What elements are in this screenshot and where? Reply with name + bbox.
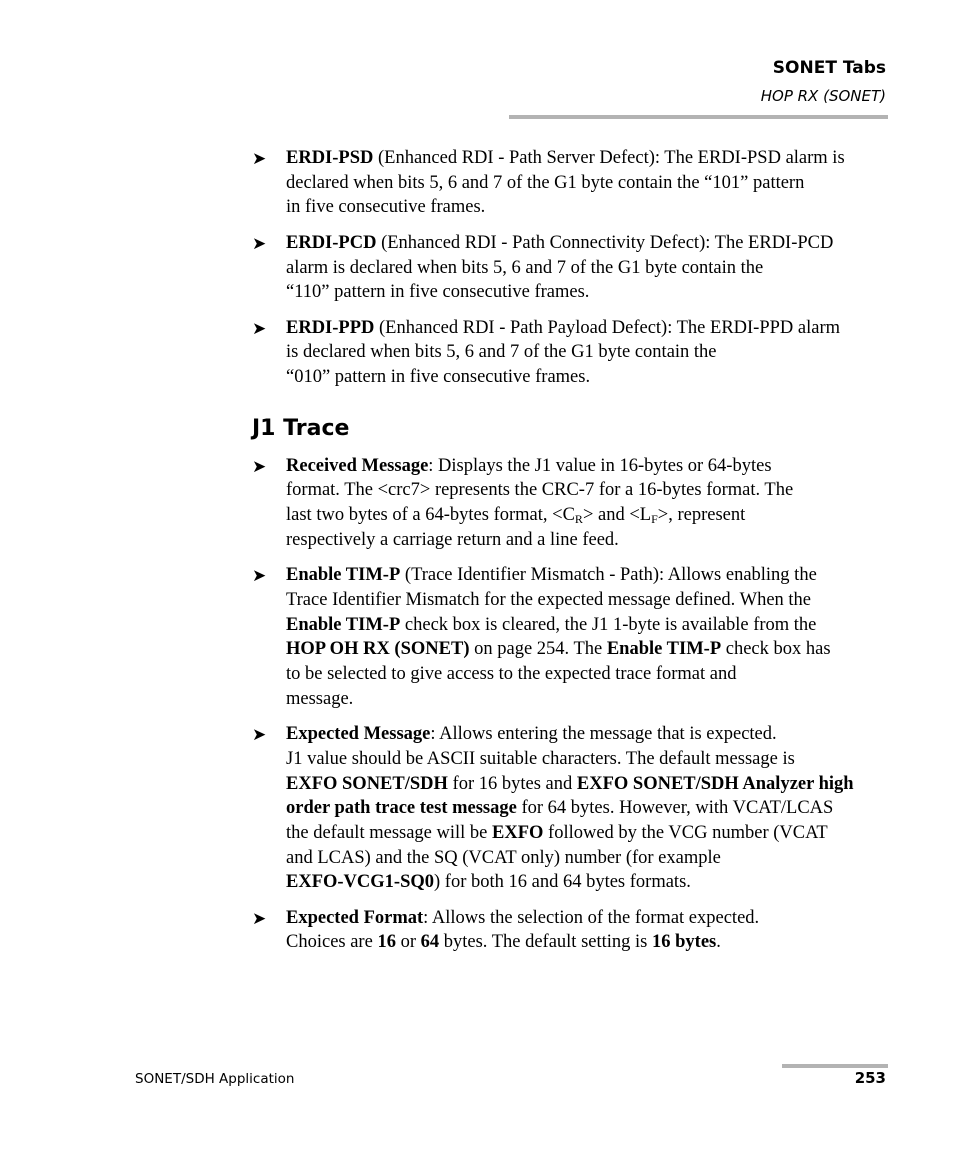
term: ERDI-PPD bbox=[286, 317, 375, 338]
term: Expected Format bbox=[286, 907, 424, 928]
header-rule bbox=[509, 115, 888, 119]
page-number: 253 bbox=[854, 1069, 886, 1087]
arrow-bullet-icon: ➤ bbox=[252, 725, 267, 745]
list-item-erdi-psd: ➤ ERDI-PSD (Enhanced RDI - Path Server Defect): The ERDI-PSD alarm is declared when bits 5, 6 and 7 of the G1 byte contain the “101” pattern in five consecutive frames. bbox=[252, 148, 845, 218]
list-item-expected-format: ➤ Expected Format: Allows the selection of the format expected. Choices are 16 or 64 bytes. The default setting is 16 bytes. bbox=[252, 907, 760, 953]
arrow-bullet-icon: ➤ bbox=[252, 908, 267, 928]
arrow-bullet-icon: ➤ bbox=[252, 233, 267, 253]
running-header bbox=[761, 57, 886, 107]
arrow-bullet-icon: ➤ bbox=[252, 566, 267, 586]
list-item-erdi-pcd: ➤ ERDI-PCD (Enhanced RDI - Path Connectivity Defect): The ERDI-PCD alarm is declared when bits 5, 6 and 7 of the G1 byte contain the “110” pattern in five consecutive frames. bbox=[252, 232, 834, 303]
running-header-title: SONET Tabs bbox=[772, 58, 886, 78]
term: Enable TIM-P bbox=[286, 565, 401, 586]
section-heading: J1 Trace bbox=[252, 415, 350, 441]
term: ERDI-PSD bbox=[286, 148, 374, 168]
footer-document-title: SONET/SDH Application bbox=[135, 1071, 295, 1087]
arrow-bullet-icon: ➤ bbox=[252, 318, 267, 338]
running-header-subtitle: HOP RX (SONET) bbox=[760, 87, 886, 105]
cross-reference-link[interactable]: HOP OH RX (SONET) bbox=[286, 639, 470, 660]
arrow-bullet-icon: ➤ bbox=[252, 456, 267, 476]
arrow-bullet-icon: ➤ bbox=[252, 149, 267, 168]
list-item-erdi-ppd: ➤ ERDI-PPD (Enhanced RDI - Path Payload Defect): The ERDI-PPD alarm is declared when bits 5, 6 and 7 of the G1 byte contain the “010” pattern in five consecutive frames. bbox=[252, 317, 841, 387]
list-item-expected-message: ➤ Expected Message: Allows entering the message that is expected. J1 value should be ASCII suitable characters. The default message is EXFO SONET/SDH for 16 bytes and EXFO SONET/SDH Analyzer high order path trace test message for 64 bytes. However, with VCAT/LCAS the default message will be EXFO followed by the VCG number (VCAT and LCAS) and the SQ (VCAT only) number (for example EXFO-VCG1-SQ0) for both 16 and 64 bytes formats. bbox=[252, 724, 854, 893]
term: Expected Message bbox=[286, 724, 431, 745]
page-body bbox=[252, 146, 888, 966]
term: ERDI-PCD bbox=[286, 232, 377, 253]
term: Received Message bbox=[286, 455, 429, 476]
list-item-received-message: ➤ Received Message: Displays the J1 value in 16-bytes or 64-bytes format. The <crc7> represents the CRC-7 for a 16-bytes format. The last two bytes of a 64-bytes format, $<C_R>$ and $<L_F>$, represent respectively a carriage return and a line feed. bbox=[252, 455, 794, 550]
list-item-enable-tim-p: ➤ Enable TIM-P (Trace Identifier Mismatch - Path): Allows enabling the Trace Identifier Mismatch for the expected message defined. When the Enable TIM-P check box is cleared, the J1 1-byte is available from the HOP OH RX (SONET) on page 254. The Enable TIM-P check box has to be selected to give access to the expected trace format and message. bbox=[252, 565, 831, 709]
